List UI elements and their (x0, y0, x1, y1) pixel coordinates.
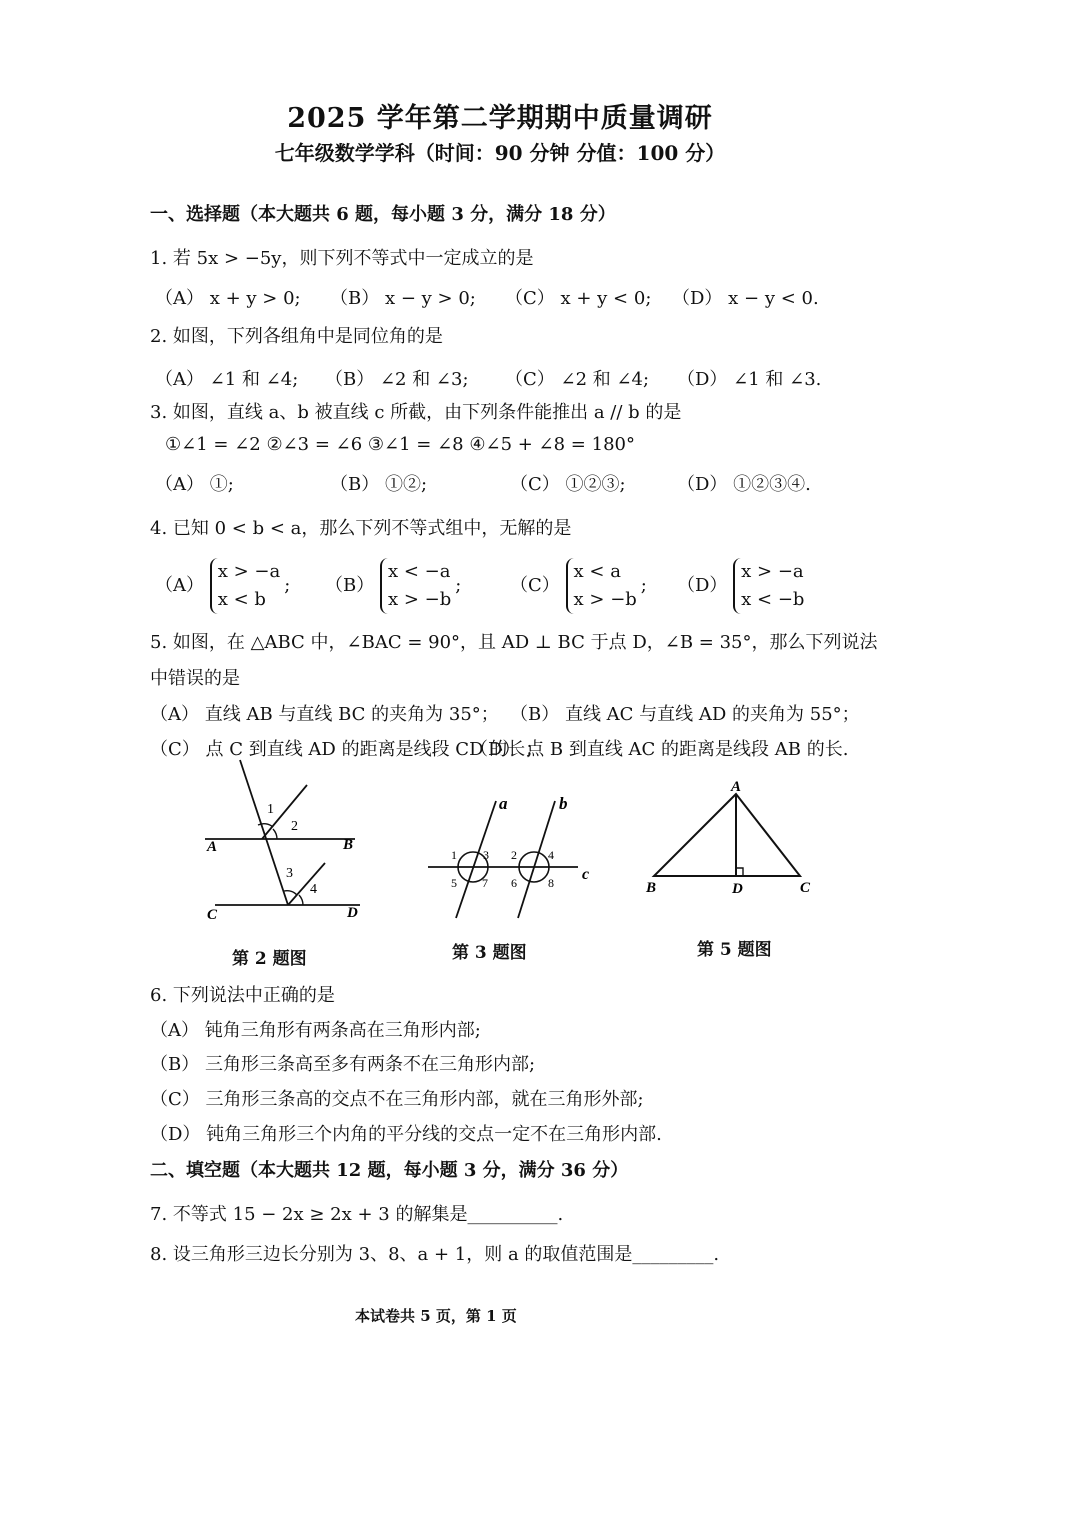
inequality: x < a (573, 561, 621, 582)
separator: ; (640, 575, 647, 596)
right-angle-mark (736, 868, 743, 876)
point-label: D (732, 881, 743, 897)
point-label: B (646, 880, 657, 896)
angle-label: 6 (511, 876, 517, 890)
section2-heading: 二、填空题（本大题共 12 题，每小题 3 分，满分 36 分） (150, 1160, 629, 1181)
q4-option-c-system (566, 558, 641, 614)
q1-option-d: （D） x − y < 0. (672, 288, 819, 309)
angle-label: 5 (451, 876, 457, 890)
q5-option-c: （C） 点 C 到直线 AD 的距离是线段 CD 的长； (150, 739, 544, 760)
q8: 8. 设三角形三边长分别为 3、8、a + 1，则 a 的取值范围是_________. (150, 1244, 720, 1265)
figure-q2 (195, 755, 375, 935)
line-label: c (582, 866, 590, 883)
figure-q3 (420, 785, 605, 930)
line-label: b (559, 794, 568, 813)
q4-option-d-system (733, 558, 808, 614)
q4-option-d (677, 558, 808, 614)
q3-option-d: （D） ①②③④. (677, 474, 811, 495)
q6-option-b: （B） 三角形三条高至多有两条不在三角形内部; (150, 1054, 536, 1075)
transversal-1 (240, 760, 288, 905)
q5-stem-line2: 中错误的是 (150, 668, 240, 689)
page-title: 2025 学年第二学期期中质量调研 (287, 103, 713, 134)
inequality: x > −b (573, 589, 637, 610)
q7: 7. 不等式 15 − 2x ≥ 2x + 3 的解集是__________. (150, 1204, 564, 1225)
line-a (456, 801, 496, 918)
q6-option-d: （D） 钝角三角形三个内角的平分线的交点一定不在三角形内部. (150, 1124, 662, 1145)
angle-label: 4 (548, 848, 554, 862)
q4-option-c (510, 558, 647, 614)
q2-stem: 2. 如图，下列各组角中是同位角的是 (150, 326, 443, 347)
q1-option-a: （A） x + y > 0; (155, 288, 301, 309)
angle-label: 2 (511, 848, 517, 862)
q5-option-d: （D） 点 B 到直线 AC 的距离是线段 AB 的长. (470, 739, 849, 760)
q1-stem: 1. 若 5x > −5y，则下列不等式中一定成立的是 (150, 248, 534, 269)
separator: ; (455, 575, 462, 596)
angle-label: 4 (310, 882, 317, 897)
angle-arc (258, 824, 273, 827)
q3-option-a: （A） ①; (155, 474, 234, 495)
q6-option-c: （C） 三角形三条高的交点不在三角形内部，就在三角形外部; (150, 1089, 644, 1110)
separator: ; (284, 575, 291, 596)
line-label: a (499, 794, 508, 813)
figure-q5 (640, 780, 825, 900)
q2-option-b: （B） ∠2 和 ∠3; (325, 369, 469, 390)
section1-heading: 一、选择题（本大题共 6 题，每小题 3 分，满分 18 分） (150, 204, 616, 225)
angle-label: 3 (286, 866, 293, 881)
angle-label: 2 (291, 819, 298, 834)
q2-option-d: （D） ∠1 和 ∠3. (677, 369, 822, 390)
figure-q2-caption: 第 2 题图 (232, 949, 307, 969)
angle-arc (299, 895, 303, 905)
q6-option-a: （A） 钝角三角形有两条高在三角形内部; (150, 1020, 481, 1041)
q4-option-b-system (380, 558, 455, 614)
q5-option-b: （B） 直线 AC 与直线 AD 的夹角为 55°； (510, 704, 860, 725)
angle-label: 7 (482, 876, 488, 890)
q1-option-b: （B） x − y > 0; (330, 288, 476, 309)
inequality: x > −a (741, 561, 804, 582)
q4-option-b (325, 558, 461, 614)
inequality: x < −a (387, 561, 451, 582)
angle-arc (284, 891, 297, 895)
q4-stem: 4. 已知 0 < b < a，那么下列不等式组中，无解的是 (150, 518, 572, 539)
q4-option-d-label: （D） (677, 575, 728, 596)
q4-option-b-label: （B） (325, 575, 375, 596)
inequality: x < b (217, 589, 266, 610)
point-label: C (207, 907, 218, 923)
q6-stem: 6. 下列说法中正确的是 (150, 985, 335, 1006)
angle-label: 1 (451, 848, 457, 862)
q2-option-c: （C） ∠2 和 ∠4; (505, 369, 650, 390)
q5-option-a: （A） 直线 AB 与直线 BC 的夹角为 35°； (150, 704, 499, 725)
q3-option-c: （C） ①②③; (510, 474, 626, 495)
angle-label: 8 (548, 876, 554, 890)
inequality: x < −b (741, 589, 805, 610)
angle-label: 1 (267, 802, 274, 817)
inequality: x > −a (217, 561, 281, 582)
point-label: D (347, 905, 358, 921)
q3-option-b: （B） ①②; (330, 474, 428, 495)
q1-option-c: （C） x + y < 0; (505, 288, 652, 309)
figure-q3-caption: 第 3 题图 (452, 943, 527, 963)
q2-option-a: （A） ∠1 和 ∠4; (155, 369, 299, 390)
triangle-abc (654, 794, 800, 876)
page-subtitle: 七年级数学学科（时间：90 分钟 分值：100 分） (274, 141, 726, 165)
q4-option-a (155, 558, 290, 614)
q4-option-a-label: （A） (155, 575, 204, 596)
angle-arc (273, 829, 277, 839)
figure-q5-caption: 第 5 题图 (697, 940, 772, 960)
transversal-3 (288, 863, 325, 905)
q3-stem: 3. 如图，直线 a、b 被直线 c 所截，由下列条件能推出 a // b 的是 (150, 402, 682, 423)
q4-option-c-label: （C） (510, 575, 560, 596)
point-label: B (343, 837, 354, 853)
q3-conditions: ①∠1 = ∠2 ②∠3 = ∠6 ③∠1 = ∠8 ④∠5 + ∠8 = 180° (165, 434, 635, 455)
point-label: A (207, 839, 218, 855)
q5-stem-line1: 5. 如图，在 △ABC 中，∠BAC = 90°，且 AD ⊥ BC 于点 D，∠B = 35°，那么下列说法 (150, 632, 878, 653)
q4-option-a-system (210, 558, 285, 614)
point-label: A (731, 780, 742, 795)
page-footer: 本试卷共 5 页，第 1 页 (355, 1307, 517, 1325)
inequality: x > −b (387, 589, 452, 610)
point-label: C (800, 880, 811, 896)
angle-label: 3 (483, 848, 489, 862)
